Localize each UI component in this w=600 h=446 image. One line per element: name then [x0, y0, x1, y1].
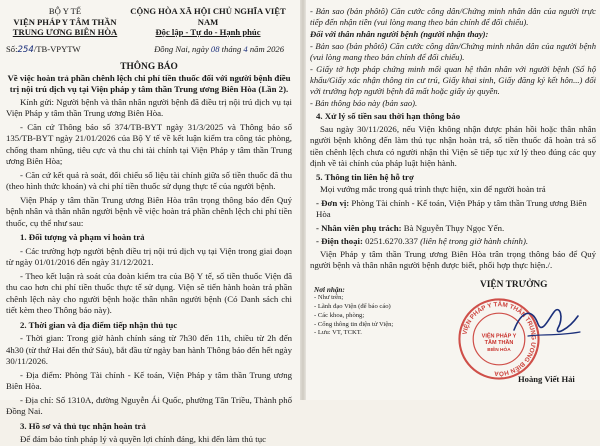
ministry-name: BỘ Y TẾ — [48, 6, 82, 16]
requirement-item-1: - Bản sao (bản phôtô) Căn cước công dân/Chứng minh nhân dân của người trực tiếp đến nhận tiền (vui lòng mang theo bản chính để đối chiếu). — [310, 6, 596, 27]
basis-paragraph-2: - Căn cứ kết quả rà soát, đối chiếu số liệu tài chính giữa số tiền thuốc đã thu (theo hình thức khoán) và chi phí tiền thuốc sử dụng thực tế của người bệnh. — [6, 169, 292, 191]
section-heading-5: 5. Thông tin liên hệ hỗ trợ — [316, 171, 414, 182]
date-year: năm 2026 — [249, 43, 284, 54]
staff-value: Bà Nguyễn Thụy Ngọc Yến. — [403, 222, 505, 233]
doc-number-handwritten: 254 — [17, 44, 34, 55]
requirement-item-4: - Bản thông báo này (bản sao). — [310, 98, 418, 108]
requirement-item-2: - Bản sao (bản phôtô) Căn cước công dân/Chứng minh nhân dân của người bệnh (vui lòng mang theo bản chính để đối chiếu). — [310, 41, 596, 62]
recipient-item: - Cổng thông tin điện tử Viện; — [314, 320, 394, 328]
svg-text:VIỆN PHÁP Y TÂM THẦN TRUNG ƯƠN: VIỆN PHÁP Y TÂM THẦN TRUNG ƯƠNG BIÊN HÒA — [461, 300, 537, 377]
document-title: THÔNG BÁO — [120, 61, 178, 72]
phone-note: (liên hệ trong giờ hành chính). — [420, 236, 529, 246]
salutation-paragraph: Kính gửi: Người bệnh và thân nhân người bệnh đã điều trị nội trú dịch vụ tại Viện Pháp y tâm thần Trung ương Biên Hòa. — [6, 96, 292, 118]
recipients-list — [314, 286, 444, 339]
section2-time: - Thời gian: Trong giờ hành chính sáng từ 7h30 đến 11h, chiều từ 2h đến 4h30 (từ thứ Hai đến thứ Sáu), bắt đầu từ ngày ban hành Thông báo đến hết ngày 30/11/2026. — [6, 333, 292, 366]
doc-number-suffix: /TB-VPYTW — [33, 43, 81, 54]
staff-label: - Nhân viên phụ trách: — [316, 222, 402, 233]
phone-label: - Điện thoại: — [316, 236, 363, 246]
contact-unit — [316, 198, 596, 221]
left-page-column — [0, 0, 300, 444]
org-name-line2: TRUNG ƯƠNG BIÊN HÒA — [12, 27, 118, 37]
unit-label: - Đơn vị: — [316, 197, 350, 208]
unit-value: Phòng Tài chính - Kế toán, Viện Pháp y tâm thần Trung ương Biên Hòa — [316, 197, 587, 219]
section3-paragraph: Để đảm bảo tính pháp lý và quyền lợi chính đáng, khi đến làm thủ tục — [20, 434, 267, 444]
section5-paragraph: Mọi vướng mắc trong quá trình thực hiện, xin để người hoàn trả — [320, 184, 546, 194]
country-name: CỘNG HÒA XÃ HỘI CHỦ NGHĨA VIỆT NAM — [130, 6, 286, 27]
date-month: 4 — [243, 43, 248, 54]
intro-paragraph: Viện Pháp y tâm thần Trung ương Biên Hòa trân trọng thông báo đến Quý bệnh nhân và thân nhân người bệnh về việc hoàn trả phần chênh lệch chi phí tiền thuốc, cụ thể như sau: — [6, 194, 292, 228]
recipient-item: - Như trên; — [314, 294, 344, 302]
date-month-label: tháng — [221, 43, 242, 54]
document-header — [6, 6, 292, 38]
contact-staff — [316, 223, 596, 235]
handwritten-signature — [508, 290, 588, 350]
section-heading-3: 3. Hồ sơ và thủ tục nhận hoàn trả — [20, 420, 146, 431]
section1-paragraph-2: - Theo kết luận rà soát của đoàn kiểm tra của Bộ Y tế, số tiền thuốc Viện đã thu cao hơn chi phí tiền thuốc thực tế sử dụng. Viện sẽ tiến hành hoàn trả phần chênh lệch này cho người bệnh hoặc thân nhân người bệnh (Có Danh sách chi tiết kèm theo Thông báo này). — [6, 270, 292, 315]
section4-paragraph: Sau ngày 30/11/2026, nếu Viện không nhận được phản hồi hoặc thân nhân người bệnh không đến làm thủ tục nhận hoàn trả, số tiền thuốc đã hoàn trả số tiền chênh lệch chưa có người nhận thì Viện sẽ tiếp tục xử lý theo đúng các quy định về tài chính của pháp luật hiện hành. — [310, 123, 596, 168]
signer-name: Hoàng Viết Hải — [518, 373, 575, 384]
right-page-column — [306, 0, 600, 400]
requirement-item-3: - Giấy tờ hợp pháp chứng minh mối quan hệ thân nhân với người bệnh (Sổ hộ khẩu/Giấy xác nhận thông tin cư trú, Giấy khai sinh, Giấy đăng ký kết hôn...) đối với trường hợp người bệnh đã mất hoặc giấy ủy quyền. — [310, 64, 596, 96]
recipient-item: - Lãnh đạo Viện (để báo cáo) — [314, 303, 391, 311]
document-subtitle: Về việc hoàn trả phần chênh lệch chi phí tiền thuốc đối với người bệnh điều trị nội trú dịch vụ tại Viện pháp y tâm thần Trung ương Biên Hòa (Lần 2). — [7, 72, 291, 94]
section-heading-4: 4. Xử lý số tiền sau thời hạn thông báo — [316, 111, 461, 121]
signer-title: VIỆN TRƯỞNG — [480, 279, 548, 290]
svg-text:TÂM THẦN: TÂM THẦN — [484, 339, 514, 346]
issuing-organization — [6, 6, 124, 38]
section-heading-1: 1. Đối tượng và phạm vi hoàn trả — [20, 232, 145, 242]
section2-place: - Địa điểm: Phòng Tài chính - Kế toán, Viện Pháp y tâm thần Trung ương Biên Hòa. — [6, 369, 292, 391]
doc-number-prefix: Số: — [6, 43, 18, 54]
org-name-line1: VIỆN PHÁP Y TÂM THẦN — [13, 16, 117, 27]
national-motto: Độc lập - Tự do - Hạnh phúc — [155, 27, 261, 37]
date-place: Đồng Nai, ngày — [154, 43, 209, 54]
section2-address: - Địa chỉ: Số 1310A, đường Nguyễn Ái Quốc, phường Tân Triều, Thành phố Đồng Nai. — [6, 394, 292, 416]
requirement-subheading: Đối với thân nhân người bệnh (người nhận thay): — [310, 29, 489, 39]
date-day: 08 — [210, 43, 220, 54]
section1-paragraph-1: - Các trường hợp người bệnh điều trị nội trú dịch vụ tại Viện trong giai đoạn từ ngày 01/01/2016 đến ngày 31/12/2021. — [6, 245, 292, 267]
contact-phone — [316, 236, 596, 248]
recipients-title: Nơi nhận: — [314, 285, 345, 294]
closing-paragraph: Viện Pháp y tâm thần Trung ương Biên Hòa trân trọng thông báo để Quý người bệnh và thân nhân người bệnh được biết, phối hợp thực hiện./. — [310, 248, 596, 270]
phone-value: 0251.6270.337 — [365, 236, 418, 246]
recipient-item: - Các khoa, phòng; — [314, 311, 365, 319]
svg-text:VIỆN PHÁP Y: VIỆN PHÁP Y — [481, 332, 517, 339]
basis-paragraph-1: - Căn cứ Thông báo số 374/TB-BYT ngày 31/3/2025 và Thông báo số 135/TB-BYT ngày 21/01/2026 của Bộ Y tế về kết luận kiểm tra công tác phòng, chống tham nhũng, tiêu cực và thu chi tài chính tại Viện Pháp y tâm thần Trung ương Biên Hòa; — [6, 121, 292, 166]
signature-area — [310, 276, 596, 386]
recipient-item: - Lưu: VT, TCKT. — [314, 329, 362, 337]
section-heading-2: 2. Thời gian và địa điểm tiếp nhận thủ tục — [20, 319, 178, 330]
national-header — [124, 6, 292, 38]
svg-text:BIÊN HÒA: BIÊN HÒA — [487, 347, 511, 353]
